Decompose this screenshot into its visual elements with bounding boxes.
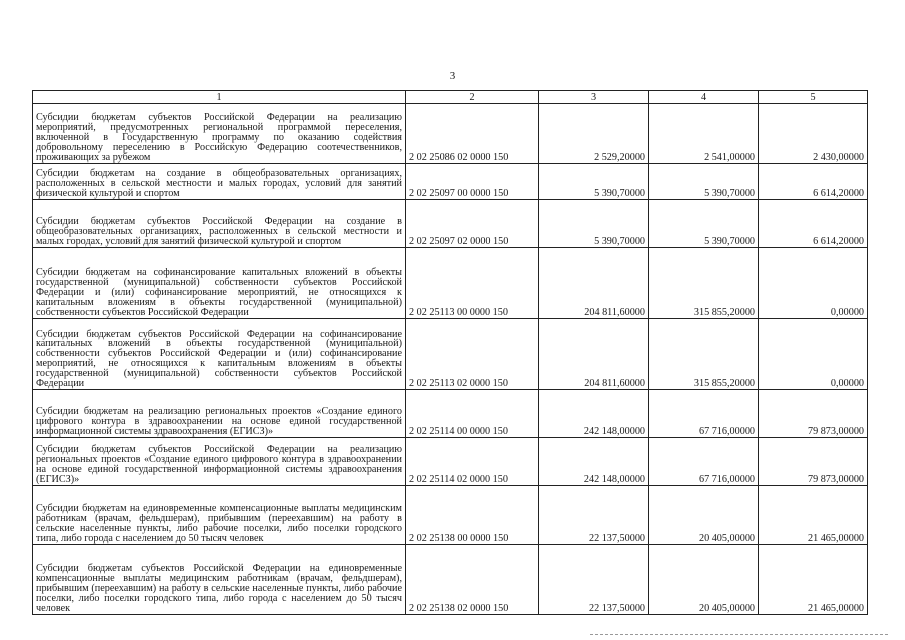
row-description: Субсидии бюджетам субъектов Российской Федерации на создание в общеобразовательных организациях, расположенных в сельской местности и малых городах, условий для занятий физической культурой и спортом: [33, 200, 406, 248]
row-code: 2 02 25086 02 0000 150: [406, 104, 539, 164]
row-value-col3: 22 137,50000: [539, 486, 649, 545]
table-row: [33, 104, 868, 164]
budget-table: [32, 90, 868, 615]
row-description: Субсидии бюджетам субъектов Российской Федерации на реализацию мероприятий, предусмотренных региональной программой переселения, включенной в Государственную программу по оказанию содействия добровольному переселению в Российскую Федерацию соотечественников, проживающих за рубежом: [33, 104, 406, 164]
row-value-col3: 204 811,60000: [539, 319, 649, 390]
row-description: Субсидии бюджетам на единовременные компенсационные выплаты медицинским работникам (врачам, фельдшерам), прибывшим (переехавшим) на работу в сельские населенные пункты, либо рабочие поселки, либо поселки городского типа, либо города с населением до 50 тысяч человек: [33, 486, 406, 545]
row-value-col5: 6 614,20000: [759, 164, 868, 200]
table-row: [33, 200, 868, 248]
row-value-col5: 6 614,20000: [759, 200, 868, 248]
row-description: Субсидии бюджетам на софинансирование капитальных вложений в объекты государственной (муниципальной) собственности субъектов Российской Федерации и (или) софинансирование мероприятий, не относящихся к капитальным вложениям в объекты государственной (муниципальной) собственности субъектов Российской Федерации: [33, 248, 406, 319]
row-description: Субсидии бюджетам субъектов Российской Федерации на единовременные компенсационные выплаты медицинским работникам (врачам, фельдшерам), прибывшим (переехавшим) на работу в сельские населенные пункты, либо рабочие поселки, либо поселки городского типа, либо города с населением до 50 тысяч человек: [33, 545, 406, 615]
column-header-3: 3: [539, 91, 649, 104]
row-value-col3: 5 390,70000: [539, 200, 649, 248]
table-row: [33, 438, 868, 486]
row-value-col5: 0,00000: [759, 248, 868, 319]
row-code: 2 02 25114 02 0000 150: [406, 438, 539, 486]
row-value-col4: 20 405,00000: [649, 545, 759, 615]
table-header-row: [33, 91, 868, 104]
row-code: 2 02 25113 00 0000 150: [406, 248, 539, 319]
row-value-col5: 2 430,00000: [759, 104, 868, 164]
row-value-col5: 79 873,00000: [759, 390, 868, 438]
row-description: Субсидии бюджетам на создание в общеобразовательных организациях, расположенных в сельской местности и малых городах, условий для занятий физической культурой и спортом: [33, 164, 406, 200]
row-value-col5: 0,00000: [759, 319, 868, 390]
row-value-col4: 2 541,00000: [649, 104, 759, 164]
row-value-col3: 2 529,20000: [539, 104, 649, 164]
column-header-2: 2: [406, 91, 539, 104]
row-value-col3: 242 148,00000: [539, 390, 649, 438]
row-value-col5: 21 465,00000: [759, 486, 868, 545]
row-value-col3: 22 137,50000: [539, 545, 649, 615]
table-row: [33, 390, 868, 438]
page-bottom-rule: [590, 634, 890, 635]
row-value-col5: 21 465,00000: [759, 545, 868, 615]
row-code: 2 02 25097 00 0000 150: [406, 164, 539, 200]
row-code: 2 02 25138 02 0000 150: [406, 545, 539, 615]
table-row: [33, 164, 868, 200]
row-code: 2 02 25138 00 0000 150: [406, 486, 539, 545]
row-value-col5: 79 873,00000: [759, 438, 868, 486]
row-value-col4: 5 390,70000: [649, 164, 759, 200]
column-header-4: 4: [649, 91, 759, 104]
row-code: 2 02 25113 02 0000 150: [406, 319, 539, 390]
row-code: 2 02 25114 00 0000 150: [406, 390, 539, 438]
row-value-col4: 315 855,20000: [649, 319, 759, 390]
row-value-col4: 67 716,00000: [649, 438, 759, 486]
table-row: [33, 319, 868, 390]
row-value-col3: 242 148,00000: [539, 438, 649, 486]
row-value-col3: 5 390,70000: [539, 164, 649, 200]
row-description: Субсидии бюджетам субъектов Российской Федерации на софинансирование капитальных вложений в объекты государственной (муниципальной) собственности субъектов Российской Федерации и (или) софинансирование мероприятий, не относящихся к капитальным вложениям в объекты государственной (муниципальной) собственности субъектов Российской Федерации: [33, 319, 406, 390]
page-number: 3: [449, 70, 456, 82]
row-value-col4: 5 390,70000: [649, 200, 759, 248]
row-value-col4: 315 855,20000: [649, 248, 759, 319]
row-code: 2 02 25097 02 0000 150: [406, 200, 539, 248]
column-header-5: 5: [759, 91, 868, 104]
row-value-col3: 204 811,60000: [539, 248, 649, 319]
table-row: [33, 248, 868, 319]
row-value-col4: 67 716,00000: [649, 390, 759, 438]
row-value-col4: 20 405,00000: [649, 486, 759, 545]
row-description: Субсидии бюджетам на реализацию региональных проектов «Создание единого цифрового контура в здравоохранении на основе единой государственной информационной системы здравоохранения (ЕГИСЗ)»: [33, 390, 406, 438]
row-description: Субсидии бюджетам субъектов Российской Федерации на реализацию региональных проектов «Создание единого цифрового контура в здравоохранении на основе единой государственной информационной системы здравоохранения (ЕГИСЗ)»: [33, 438, 406, 486]
table-row: [33, 486, 868, 545]
table-row: [33, 545, 868, 615]
column-header-1: 1: [33, 91, 406, 104]
